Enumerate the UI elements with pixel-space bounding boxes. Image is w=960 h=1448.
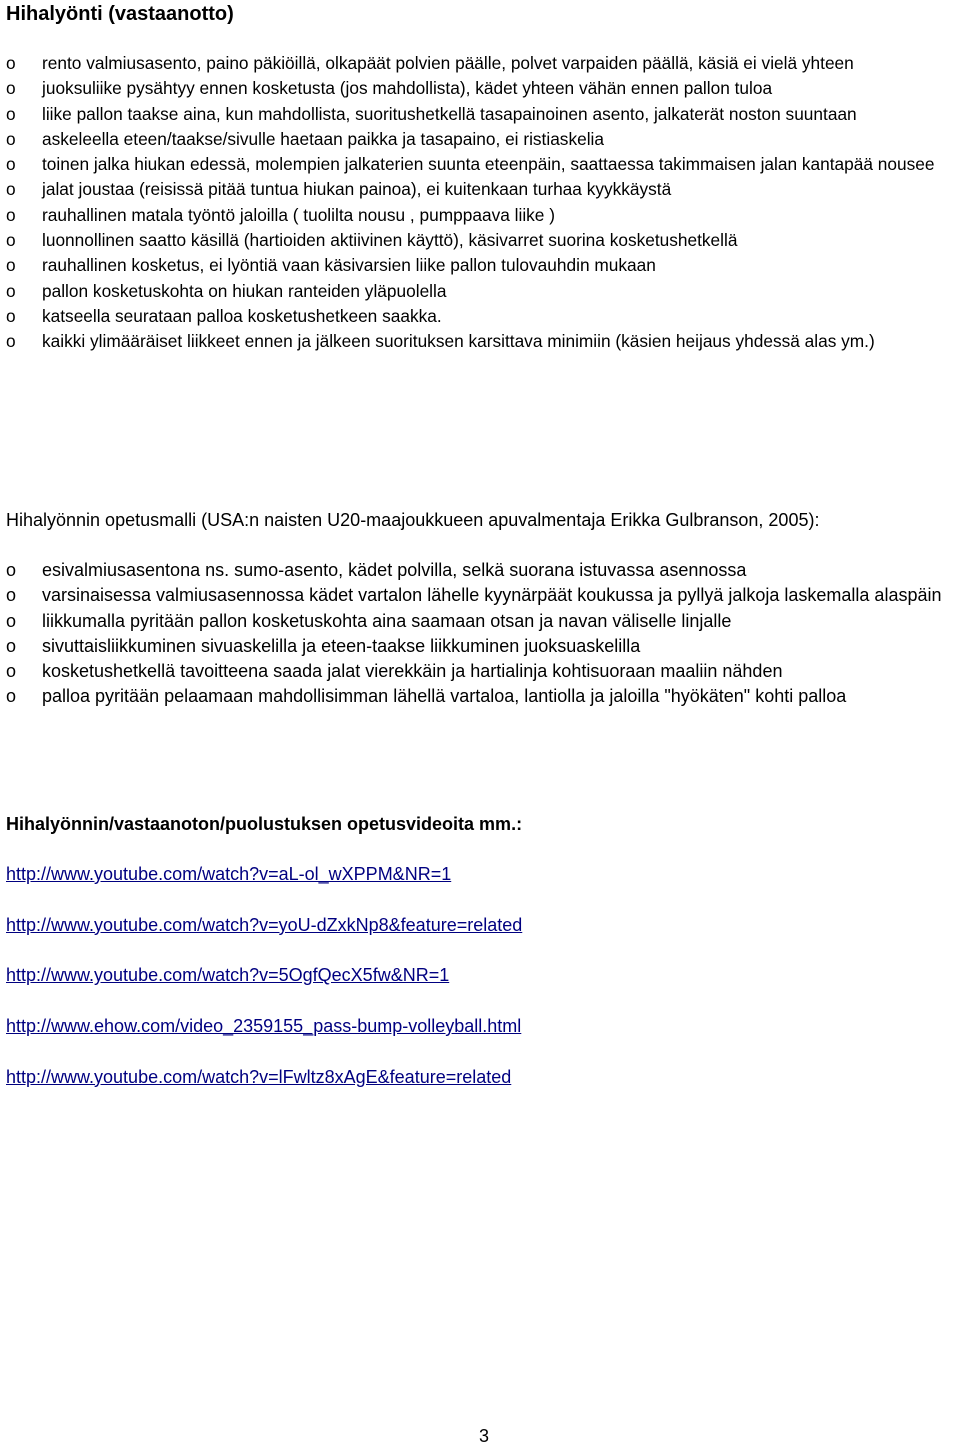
bullet-marker: o	[6, 204, 16, 225]
list-item	[6, 684, 956, 709]
teaching-model-list	[6, 558, 956, 710]
list-item	[6, 102, 956, 127]
teaching-model-intro: Hihalyönnin opetusmalli (USA:n naisten U20-maajoukkueen apuvalmentaja Erikka Gulbranson, 2005):	[6, 510, 820, 530]
bullet-marker: o	[6, 230, 16, 251]
list-item	[6, 51, 956, 76]
list-item	[6, 152, 956, 177]
bullet-marker: o	[6, 331, 16, 352]
video-link[interactable]: http://www.youtube.com/watch?v=lFwltz8xAgE&feature=related	[6, 1066, 512, 1087]
videos-title: Hihalyönnin/vastaanoton/puolustuksen opetusvideoita mm.:	[6, 814, 523, 834]
bullet-marker: o	[6, 635, 17, 656]
list-item-text: rauhallinen matala työntö jaloilla ( tuolilta nousu , pumppaava liike )	[42, 204, 555, 225]
list-item-text: varsinaisessa valmiusasennossa kädet vartalon lähelle kyynärpäät koukussa ja pyllyä jalkoja laskemalla alaspäin	[42, 585, 942, 606]
technique-list	[6, 51, 956, 355]
list-item-text: rento valmiusasento, paino päkiöillä, olkapäät polvien päälle, polvet varpaiden päällä, käsiä ei vielä yhteen	[42, 53, 854, 73]
list-item-text: jalat joustaa (reisissä pitää tuntua hiukan painoa), ei kuitenkaan turhaa kyykkäystä	[42, 179, 672, 200]
list-item-text: liike pallon taakse aina, kun mahdollista, suoritushetkellä tasapainoinen asento, jalkaterät noston suuntaan	[42, 103, 857, 124]
bullet-marker: o	[6, 53, 16, 73]
list-item	[6, 228, 956, 253]
section-heading: Hihalyönti (vastaanotto)	[6, 3, 234, 25]
bullet-marker: o	[6, 255, 16, 276]
list-item-text: kosketushetkellä tavoitteena saada jalat vierekkäin ja hartialinja kohtisuoraan maaliin nähden	[42, 661, 783, 682]
bullet-marker: o	[6, 585, 17, 606]
bullet-marker: o	[6, 560, 17, 580]
bullet-marker: o	[6, 661, 17, 682]
list-item-text: liikkumalla pyritään pallon kosketuskohta aina saamaan otsan ja navan väliselle linjalle	[42, 610, 732, 631]
list-item-text: toinen jalka hiukan edessä, molempien jalkaterien suunta eteenpäin, saattaessa takimmaisen jalan kantapää nousee	[42, 154, 935, 175]
bullet-marker: o	[6, 179, 16, 200]
bullet-marker: o	[6, 280, 16, 301]
list-item-text: kaikki ylimääräiset liikkeet ennen ja jälkeen suorituksen karsittava minimiin (käsien heijaus yhdessä alas ym.)	[42, 331, 875, 352]
list-item-text: askeleella eteen/taakse/sivulle haetaan paikka ja tasapaino, ei ristiaskelia	[42, 128, 604, 149]
list-item-text: palloa pyritään pelaamaan mahdollisimman lähellä vartaloa, lantiolla ja jaloilla "hyökäten" kohti palloa	[42, 686, 847, 707]
bullet-marker: o	[6, 686, 17, 707]
video-link[interactable]: http://www.youtube.com/watch?v=aL-ol_wXPPM&NR=1	[6, 864, 452, 884]
list-item	[6, 253, 956, 278]
list-item	[6, 634, 956, 659]
list-item-text: sivuttaisliikkuminen sivuaskelilla ja eteen-taakse liikkuminen juoksuaskelilla	[42, 635, 641, 656]
list-item	[6, 659, 956, 684]
bullet-marker: o	[6, 78, 16, 99]
list-item-text: luonnollinen saatto käsillä (hartioiden aktiivinen käyttö), käsivarret suorina kosketushetkellä	[42, 230, 738, 251]
bullet-marker: o	[6, 103, 16, 124]
list-item-text: katseella seurataan palloa kosketushetkeen saakka.	[42, 305, 442, 326]
list-item	[6, 304, 956, 329]
list-item-text: juoksuliike pysähtyy ennen kosketusta (jos mahdollista), kädet yhteen vähän ennen pallon tuloa	[42, 78, 773, 99]
list-item	[6, 177, 956, 202]
list-item	[6, 329, 956, 354]
list-item-text: rauhallinen kosketus, ei lyöntiä vaan käsivarsien liike pallon tulovauhdin mukaan	[42, 255, 656, 276]
video-link[interactable]: http://www.youtube.com/watch?v=5OgfQecX5fw&NR=1	[6, 965, 450, 986]
page-number: 3	[479, 1426, 490, 1446]
list-item	[6, 609, 956, 634]
bullet-marker: o	[6, 128, 16, 149]
list-item-text: pallon kosketuskohta on hiukan ranteiden yläpuolella	[42, 280, 447, 301]
bullet-marker: o	[6, 154, 16, 175]
bullet-marker: o	[6, 305, 16, 326]
bullet-marker: o	[6, 610, 17, 631]
list-item	[6, 279, 956, 304]
list-item	[6, 76, 956, 101]
video-links	[6, 862, 522, 1115]
video-link[interactable]: http://www.ehow.com/video_2359155_pass-bump-volleyball.html	[6, 1016, 522, 1037]
video-link[interactable]: http://www.youtube.com/watch?v=yoU-dZxkNp8&feature=related	[6, 914, 523, 935]
list-item	[6, 203, 956, 228]
list-item	[6, 558, 956, 583]
list-item	[6, 127, 956, 152]
list-item-text: esivalmiusasentona ns. sumo-asento, kädet polvilla, selkä suorana istuvassa asennossa	[42, 560, 747, 580]
list-item	[6, 583, 956, 608]
